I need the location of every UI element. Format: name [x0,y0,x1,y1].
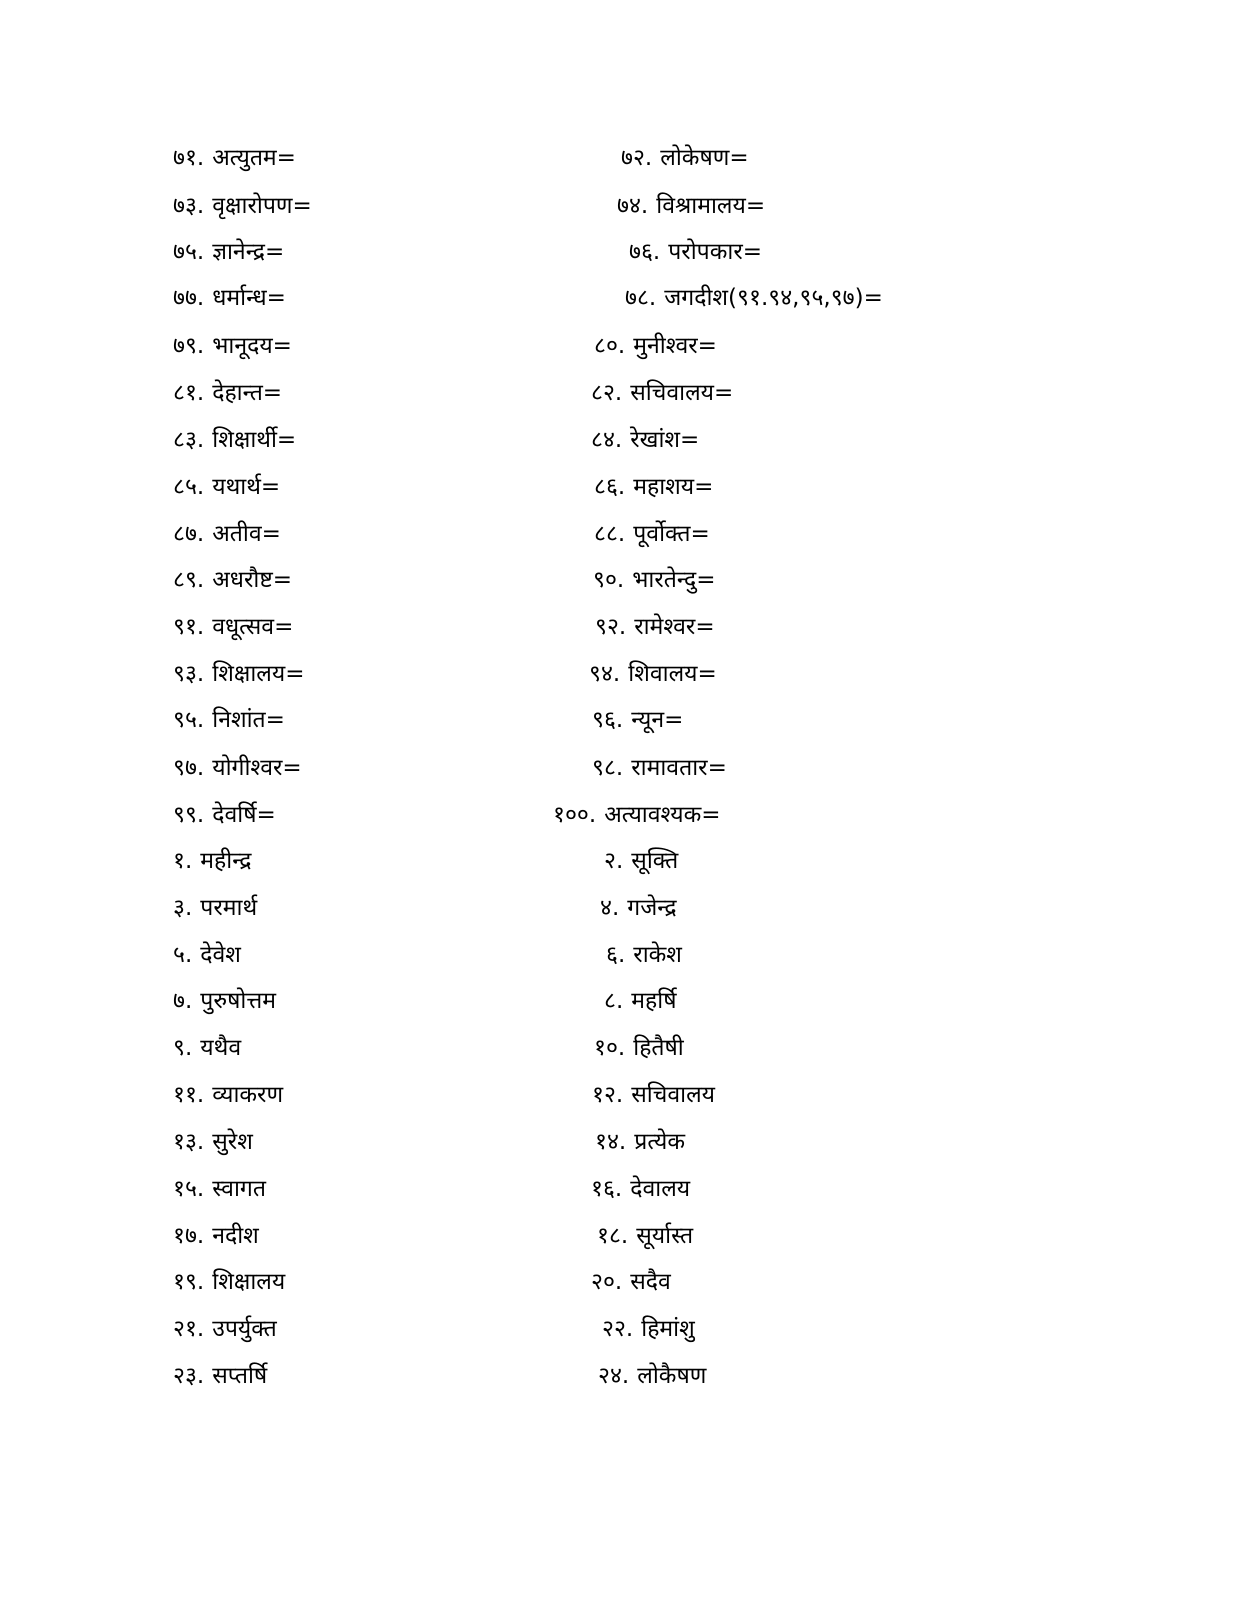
item-number: ८८. [594,521,626,547]
list-item-right [594,519,710,549]
list-item-left [173,143,296,173]
item-word: प्रत्येक [634,1129,685,1155]
item-number: ९०. [593,567,625,593]
item-number: ९३. [173,661,205,687]
item-word: शिक्षालय [212,1269,286,1295]
item-word: वृक्षारोपण= [212,193,312,219]
item-number: ९५. [173,707,205,733]
item-word: निशांत= [212,707,285,733]
item-word: अत्युतम= [212,145,296,171]
item-word: देहान्त= [212,380,283,406]
item-word: यथैव [200,1035,242,1061]
list-item-right [591,1174,690,1204]
item-number: ७३. [173,193,205,219]
item-number: २४. [598,1363,630,1389]
item-number: ८. [604,988,624,1014]
item-word: सुरेश [212,1129,253,1155]
item-word: देवेश [200,942,241,968]
item-number: ७२. [621,145,653,171]
list-item-right [594,331,717,361]
item-number: ८४. [591,427,623,453]
item-number: ९. [173,1035,193,1061]
item-number: १. [173,848,193,874]
item-number: ८६. [594,474,626,500]
list-item-left [173,283,286,313]
item-number: २१. [173,1316,205,1342]
item-word: महर्षि [631,988,677,1014]
item-word: सूर्यास्त [636,1223,694,1249]
item-number: ११. [173,1082,205,1108]
item-number: १६. [591,1176,623,1202]
item-word: सचिवालय= [630,380,734,406]
item-word: यथार्थ= [212,474,281,500]
list-item-left [173,331,292,361]
item-number: १२. [592,1082,624,1108]
item-word: स्वागत [212,1176,266,1202]
item-number: ७७. [173,285,205,311]
item-word: पुरुषोत्तम [200,988,276,1014]
list-item-left [173,519,281,549]
item-word: अत्यावश्यक= [604,802,721,828]
list-item-right [593,565,715,595]
list-item-left [173,800,276,830]
item-word: पूर्वोक्त= [633,521,710,547]
item-word: अधरौष्ट= [212,567,293,593]
item-word: सदैव [630,1269,671,1295]
list-item-left [173,378,282,408]
list-item-left [173,425,296,455]
item-number: ९२. [595,614,627,640]
item-number: १४. [595,1129,627,1155]
list-item-left [173,1174,266,1204]
item-number: १९. [173,1269,205,1295]
item-word: रेखांश= [630,427,700,453]
item-word: भारतेन्दु= [632,567,716,593]
item-word: हितैषी [633,1035,684,1061]
item-number: ९९. [173,802,205,828]
item-number: १००. [553,802,597,828]
item-number: १७. [173,1223,205,1249]
item-word: महाशय= [633,474,714,500]
list-item-right [604,986,677,1016]
list-item-right [594,472,713,502]
list-item-right [602,1314,695,1344]
list-item-left [173,1080,283,1110]
item-word: भानूदय= [212,333,292,359]
list-item-right [629,237,762,267]
item-number: ७५. [173,239,205,265]
list-item-right [591,425,699,455]
list-item-left [173,893,257,923]
item-number: ७९. [173,333,205,359]
list-item-left [173,846,252,876]
list-item-left [173,940,241,970]
item-word: उपर्युक्त [212,1316,277,1342]
list-item-right [594,1033,684,1063]
list-item-left [173,565,292,595]
item-number: ८७. [173,521,205,547]
item-word: योगीश्वर= [212,755,302,781]
list-item-right [621,143,749,173]
item-word: शिवालय= [628,661,717,687]
item-word: शिक्षार्थी= [212,427,297,453]
item-word: शिक्षालय= [212,661,305,687]
item-number: ८१. [173,380,205,406]
item-word: विश्रामालय= [656,193,766,219]
list-item-left [173,612,293,642]
list-item-right [597,1221,693,1251]
list-item-left [173,986,276,1016]
item-word: राकेश [633,942,682,968]
item-word: न्यून= [631,707,684,733]
item-number: ४. [600,895,620,921]
item-word: अतीव= [212,521,281,547]
list-item-left [173,237,284,267]
item-word: लोकैषण [637,1363,707,1389]
item-word: वधूत्सव= [212,614,294,640]
item-word: व्याकरण [212,1082,284,1108]
item-number: ९७. [173,755,205,781]
list-item-right [606,940,682,970]
item-word: गजेन्द्र [627,895,677,921]
item-number: १३. [173,1129,205,1155]
list-item-right [625,283,883,313]
list-item-right [592,1080,715,1110]
item-number: २. [604,848,624,874]
list-item-right [595,1127,685,1157]
item-number: ८९. [173,567,205,593]
item-number: ७८. [625,285,657,311]
item-number: २२. [602,1316,634,1342]
item-word: परमार्थ [200,895,258,921]
item-word: रामावतार= [631,755,727,781]
item-word: सचिवालय [631,1082,716,1108]
item-word: मुनीश्वर= [633,333,717,359]
item-number: ८५. [173,474,205,500]
item-number: ७१. [173,145,205,171]
list-item-right [600,893,677,923]
list-item-left [173,705,285,735]
item-number: ७. [173,988,193,1014]
item-word: हिमांशु [641,1316,695,1342]
list-item-left [173,1314,277,1344]
list-item-left [173,659,305,689]
list-item-right [592,705,683,735]
item-number: ७४. [617,193,649,219]
item-number: ९८. [592,755,624,781]
list-item-right [598,1361,706,1391]
list-item-right [617,191,765,221]
list-item-right [591,1267,671,1297]
list-item-right [604,846,678,876]
item-number: १८. [597,1223,629,1249]
item-word: नदीश [212,1223,259,1249]
item-number: ९१. [173,614,205,640]
item-number: १५. [173,1176,205,1202]
list-item-right [591,378,733,408]
item-word: जगदीश(९१.९४,९५,९७)= [664,285,883,311]
list-item-right [589,659,717,689]
list-item-left [173,1033,241,1063]
item-word: महीन्द्र [200,848,252,874]
item-number: ६. [606,942,626,968]
item-word: सूक्ति [631,848,679,874]
item-word: ज्ञानेन्द्र= [212,239,285,265]
list-item-left [173,191,312,221]
item-word: रामेश्वर= [634,614,715,640]
item-number: ७६. [629,239,661,265]
list-item-left [173,1361,267,1391]
list-item-right [592,753,727,783]
item-number: ८०. [594,333,626,359]
item-word: सप्तर्षि [212,1363,268,1389]
item-number: ५. [173,942,193,968]
list-item-left [173,472,280,502]
item-word: देवालय [630,1176,691,1202]
list-item-left [173,1221,259,1251]
list-item-left [173,1267,285,1297]
item-number: २०. [591,1269,623,1295]
item-number: ८३. [173,427,205,453]
item-word: देवर्षि= [212,802,276,828]
item-number: ९४. [589,661,621,687]
list-item-left [173,753,302,783]
item-number: ३. [173,895,193,921]
item-number: २३. [173,1363,205,1389]
list-item-right [553,800,721,830]
item-number: ९६. [592,707,624,733]
list-item-left [173,1127,253,1157]
item-number: ८२. [591,380,623,406]
item-word: परोपकार= [668,239,763,265]
item-number: १०. [594,1035,626,1061]
item-word: लोकेषण= [660,145,749,171]
list-item-right [595,612,715,642]
item-word: धर्मान्ध= [212,285,286,311]
